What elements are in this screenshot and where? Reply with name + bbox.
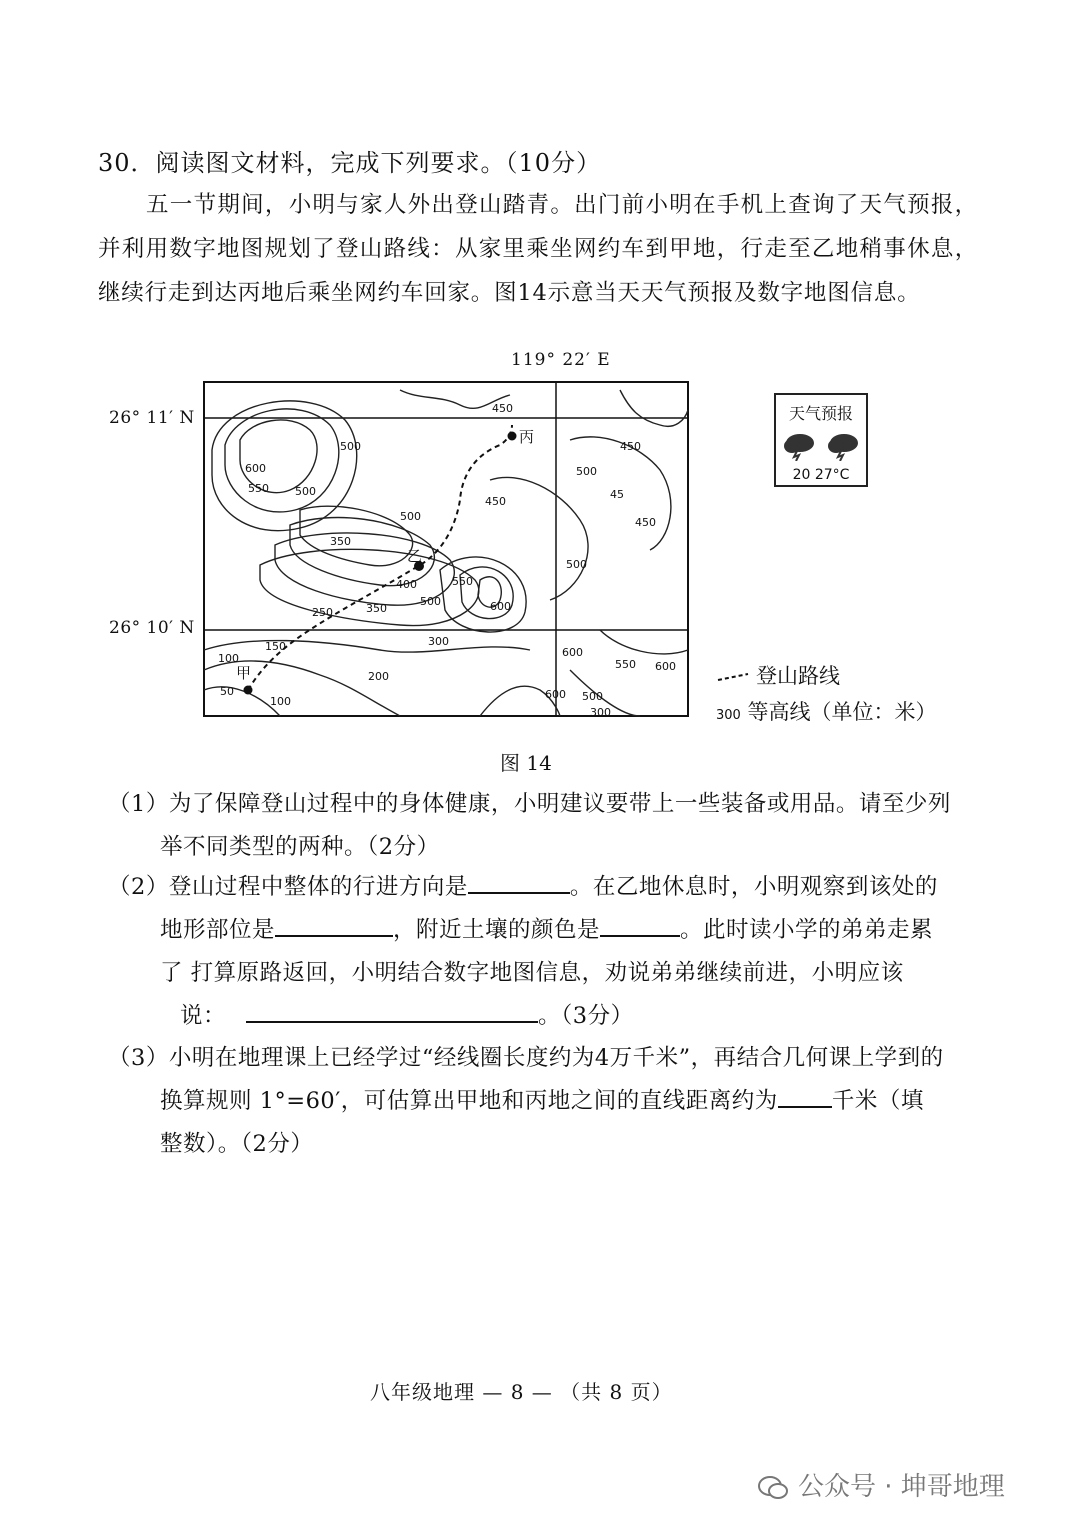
question-title: 30．阅读图文材料，完成下列要求。（10分） [98, 149, 602, 177]
contour-label: 350 [366, 602, 387, 615]
contour-label: 150 [265, 640, 286, 653]
legend-contour-label: 等高线（单位：米） [747, 700, 937, 724]
q1-line2: 举不同类型的两种。（2分） [160, 834, 440, 860]
weather-icons [782, 431, 866, 465]
answer-blank-distance[interactable] [778, 1080, 832, 1108]
question-paragraph: 五一节期间，小明与家人外出登山踏青。出门前小明在手机上查询了天气预报，并利用数字地图规划了登山路线：从家里乘坐网约车到甲地，行走至乙地稍事休息，继续行走到达丙地后乘坐网约车回家。图14示意当天天气预报及数字地图信息。 [98, 192, 978, 306]
weather-temperature: 20 27°C [792, 467, 850, 483]
contour-label: 450 [620, 440, 641, 453]
contour-label: 350 [330, 535, 351, 548]
thunderstorm-icon [784, 434, 814, 461]
place-jia: 甲 [236, 664, 252, 682]
contour-label: 100 [270, 695, 291, 708]
contour-label: 550 [248, 482, 269, 495]
longitude-label: 119° 22′ E [511, 350, 611, 370]
page-footer: 八年级地理 — 8 — （共 8 页） [370, 1380, 673, 1404]
contour-label: 600 [562, 646, 583, 659]
contour-label: 300 [428, 635, 449, 648]
subquestion-3 [108, 1037, 958, 1166]
contour-label: 450 [635, 516, 656, 529]
contour-label: 550 [615, 658, 636, 671]
contour-label: 500 [576, 465, 597, 478]
q2-part3: 地形部位是 [160, 917, 276, 943]
thunderstorm-icon [828, 434, 858, 461]
q2-part1: （2）登山过程中整体的行进方向是 [108, 874, 468, 900]
q3-part1: （3）小明在地理课上已经学过“经线圈长度约为4万千米”，再结合几何课上学到的 [108, 1045, 944, 1071]
contour-label: 500 [420, 595, 441, 608]
legend-contour [716, 696, 937, 726]
contour-label: 600 [490, 600, 511, 613]
place-yi: 乙 [407, 547, 423, 565]
legend-route-label: 登山路线 [756, 664, 840, 688]
q3-part4: 整数）。（2分） [160, 1131, 314, 1157]
contour-label: 250 [312, 606, 333, 619]
legend-contour-sample: 300 [716, 708, 741, 723]
contour-label: 600 [655, 660, 676, 673]
q2-part6: 了 打算原路返回，小明结合数字地图信息，劝说弟弟继续前进，小明应该 [160, 960, 904, 986]
answer-blank-persuade[interactable] [246, 995, 538, 1023]
contour-label: 300 [590, 706, 611, 719]
contour-label: 600 [545, 688, 566, 701]
contour-label: 500 [566, 558, 587, 571]
contour-label: 600 [245, 462, 266, 475]
contour-label: 400 [396, 578, 417, 591]
q1-line1: （1）为了保障登山过程中的身体健康，小明建议要带上一些装备或用品。请至少列 [108, 791, 951, 817]
q3-part2: 换算规则 1°=60′，可估算出甲地和丙地之间的直线距离约为 [160, 1088, 778, 1114]
contour-label: 450 [485, 495, 506, 508]
q2-part2: 。在乙地休息时，小明观察到该处的 [569, 874, 938, 900]
q2-part5: 。此时读小学的弟弟走累 [680, 917, 934, 943]
contour-label: 45 [610, 488, 624, 501]
q2-part8: 。（3分） [538, 1003, 634, 1029]
legend-route [716, 660, 840, 690]
contour-label: 500 [400, 510, 421, 523]
contour-label: 50 [220, 685, 234, 698]
wechat-icon [758, 1475, 788, 1501]
figure-caption: 图 14 [500, 751, 552, 775]
contour-label: 200 [368, 670, 389, 683]
subquestion-1 [108, 783, 958, 869]
q2-part4: ，附近土壤的颜色是 [393, 917, 601, 943]
contour-label: 100 [218, 652, 239, 665]
weather-forecast-box [774, 393, 868, 487]
contour-label: 500 [295, 485, 316, 498]
contour-label: 500 [582, 690, 603, 703]
latitude-top-label: 26° 11′ N [109, 408, 195, 428]
latitude-bottom-label: 26° 10′ N [109, 618, 195, 638]
answer-blank-terrain[interactable] [275, 909, 393, 937]
route-line-icon [716, 670, 750, 684]
q2-part7: 说： [180, 1003, 227, 1029]
answer-blank-direction[interactable] [468, 866, 570, 894]
contour-label: 550 [452, 575, 473, 588]
subquestion-2 [108, 866, 958, 1038]
q3-part3: 千米（填 [831, 1088, 924, 1114]
contour-label: 500 [340, 440, 361, 453]
contour-label: 450 [492, 402, 513, 415]
answer-blank-soil-color[interactable] [600, 909, 680, 937]
watermark [758, 1466, 1005, 1503]
place-bing: 丙 [519, 428, 535, 446]
topographic-map [100, 350, 720, 730]
contour-map-svg [100, 350, 720, 730]
watermark-text: 公众号 · 坤哥地理 [798, 1472, 1005, 1502]
weather-title: 天气预报 [788, 404, 853, 423]
